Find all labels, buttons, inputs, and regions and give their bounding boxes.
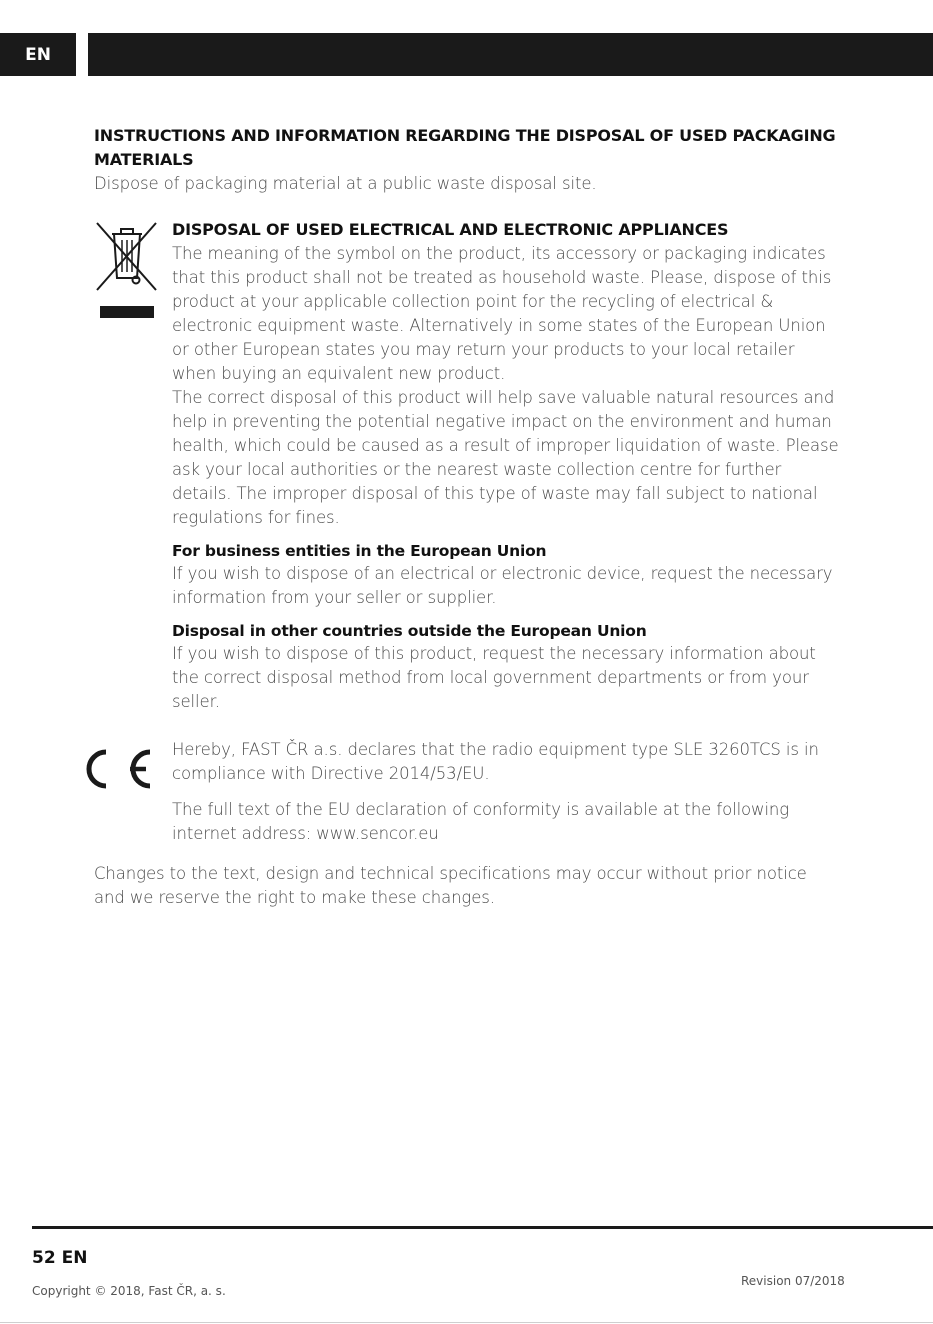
ce-mark-icon — [70, 748, 154, 790]
crossed-out-wheelie-bin-icon — [94, 220, 160, 320]
revision-text: Revision 07/2018 — [741, 1274, 845, 1288]
ce-full-text-info: The full text of the EU declaration of conformity is available at the following internet address: www.sencor.eu — [172, 800, 790, 843]
weee-title: DISPOSAL OF USED ELECTRICAL AND ELECTRONIC APPLIANCES — [172, 220, 729, 239]
packaging-section — [94, 124, 839, 196]
changes-notice: Changes to the text, design and technical specifications may occur without prior notice and we reserve the right to make these changes. — [94, 864, 807, 907]
header-bar — [88, 33, 933, 76]
weee-text-block — [172, 218, 839, 714]
ce-text-block — [172, 738, 839, 846]
business-title: For business entities in the European Union — [172, 542, 547, 560]
page-number: 52 EN — [32, 1248, 88, 1268]
weee-paragraph-2: The correct disposal of this product will help save valuable natural resources and help in preventing the potential negative impact on the environment and human health, which could be caused as a result of improper liquidation of waste. Please ask your local authorities or the nearest waste collection centre for further details. The improper disposal of this type of waste may fall subject to national regulations for fines. — [172, 388, 839, 527]
weee-paragraph-1: The meaning of the symbol on the product, its accessory or packaging indicates that this product shall not be treated as household waste. Please, dispose of this product at your applicable collection point for the recycling of electrical & electronic equipment waste. Alternatively in some states of the European Union or other European states you may return your products to your local retailer when buying an equivalent new product. — [172, 244, 832, 383]
ce-declaration: Hereby, FAST ČR a.s. declares that the radio equipment type SLE 3260TCS is in compliance with Directive 2014/53/EU. — [172, 740, 819, 783]
bottom-border — [0, 1322, 933, 1323]
business-text: If you wish to dispose of an electrical or electronic device, request the necessary information from your seller or supplier. — [172, 564, 833, 607]
other-countries-text: If you wish to dispose of this product, request the necessary information about the correct disposal method from local government departments or from your seller. — [172, 644, 816, 711]
footer-divider — [32, 1226, 933, 1229]
other-countries-title: Disposal in other countries outside the European Union — [172, 622, 647, 640]
language-tab: EN — [0, 33, 76, 76]
packaging-title: INSTRUCTIONS AND INFORMATION REGARDING THE DISPOSAL OF USED PACKAGING MATERIALS — [94, 126, 836, 169]
packaging-text: Dispose of packaging material at a public waste disposal site. — [94, 174, 597, 193]
copyright-text: Copyright © 2018, Fast ČR, a. s. — [32, 1284, 226, 1298]
